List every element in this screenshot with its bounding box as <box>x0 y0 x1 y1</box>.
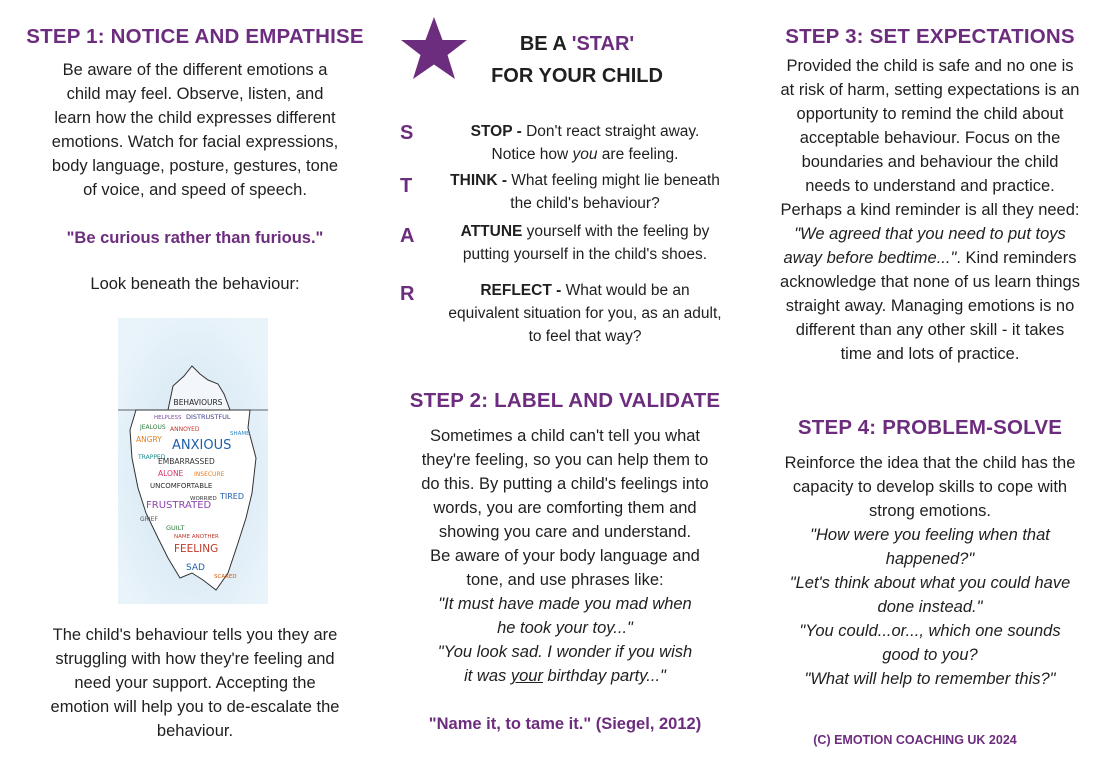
iceberg-top-label: BEHAVIOURS <box>173 398 223 407</box>
svg-text:SAD: SAD <box>186 563 205 573</box>
svg-text:FRUSTRATED: FRUSTRATED <box>146 500 212 511</box>
star-letter-a: A <box>400 225 415 247</box>
svg-text:TIRED: TIRED <box>220 492 245 501</box>
star-text-reflect: REFLECT - What would be an equivalent situation for you, as an adult, to feel that way? <box>448 282 722 345</box>
svg-text:ANGRY: ANGRY <box>136 435 162 444</box>
svg-text:INSECURE: INSECURE <box>194 471 225 478</box>
svg-text:GRIEF: GRIEF <box>140 516 158 523</box>
star-text-stop: STOP - Don't react straight away. Notice how you are feeling. <box>470 123 700 163</box>
star-letter-t: T <box>400 175 413 197</box>
star-text-think: THINK - What feeling might lie beneath the child's behaviour? <box>450 172 720 212</box>
svg-text:TRAPPED: TRAPPED <box>138 454 166 461</box>
step2-body: Sometimes a child can't tell you what they're feeling, so you can help them to do this. By putting a child's feelings into words, you are comforting them and showing you care and understand. Be aware of your body language and tone, and use phrases like: "It must have made you mad when he took your toy..." "You look sad. I wonder if you wish it was your birthday party..." <box>421 427 709 685</box>
svg-text:GUILT: GUILT <box>166 524 185 532</box>
step2-heading: STEP 2: LABEL AND VALIDATE <box>409 389 721 412</box>
svg-text:ALONE: ALONE <box>158 469 184 478</box>
svg-text:NAME ANOTHER: NAME ANOTHER <box>174 534 219 540</box>
svg-text:WORRIED: WORRIED <box>190 496 217 502</box>
copyright: (C) EMOTION COACHING UK 2024 <box>813 733 1017 747</box>
svg-text:JEALOUS: JEALOUS <box>140 424 166 431</box>
svg-text:UNCOMFORTABLE: UNCOMFORTABLE <box>150 482 213 490</box>
svg-text:EMBARRASSED: EMBARRASSED <box>158 457 215 466</box>
iceberg-illustration <box>118 318 268 604</box>
step1-closing: The child's behaviour tells you they are struggling with how they're feeling and need your support. Accepting the emotion will help you to de-escalate the behaviour. <box>50 626 340 740</box>
step2-closing-quote: "Name it, to tame it." (Siegel, 2012) <box>428 715 702 733</box>
svg-text:HELPLESS: HELPLESS <box>154 415 182 421</box>
step4-heading: STEP 4: PROBLEM-SOLVE <box>797 416 1063 439</box>
step3-heading: STEP 3: SET EXPECTATIONS <box>785 25 1075 48</box>
star-title: BE A 'STAR' FOR YOUR CHILD <box>491 33 663 87</box>
svg-text:DISTRUSTFUL: DISTRUSTFUL <box>186 413 231 421</box>
star-icon <box>399 15 469 83</box>
svg-text:ANXIOUS: ANXIOUS <box>172 438 232 453</box>
step1-look-text: Look beneath the behaviour: <box>90 275 300 293</box>
star-text-attune: ATTUNE yourself with the feeling by putting yourself in the child's shoes. <box>460 223 710 263</box>
step1-heading: STEP 1: NOTICE AND EMPATHISE <box>26 25 364 48</box>
step3-body: Provided the child is safe and no one is at risk of harm, setting expectations is an opportunity to remind the child about acceptable behaviour. Focus on the boundaries and behaviour the child needs to understand and practice. Perhaps a kind reminder is all they need: "We agreed that you need to put toys away before bedtime...". Kind reminders acknowledge that none of us learn things straight away. Managing emotions is no different than any other skill - it takes time and lots of practice. <box>780 57 1080 363</box>
svg-text:SHAME: SHAME <box>230 431 250 437</box>
step4-body: Reinforce the idea that the child has the capacity to develop skills to cope with strong emotions. "How were you feeling when that happened?" "Let's think about what you could have done instead." "You could...or..., which one sounds good to you? "What will help to remember this?" <box>784 454 1076 688</box>
step1-quote: "Be curious rather than furious." <box>66 229 324 247</box>
svg-text:ANNOYED: ANNOYED <box>170 426 200 433</box>
svg-text:FEELING: FEELING <box>174 543 219 555</box>
star-letter-r: R <box>400 283 415 305</box>
step1-body: Be aware of the different emotions a child may feel. Observe, listen, and learn how the child expresses different emotions. Watch for facial expressions, body language, posture, gestures, tone of voice, and speed of speech. <box>51 61 339 199</box>
svg-text:SCARED: SCARED <box>214 574 237 580</box>
star-letter-s: S <box>400 122 414 144</box>
